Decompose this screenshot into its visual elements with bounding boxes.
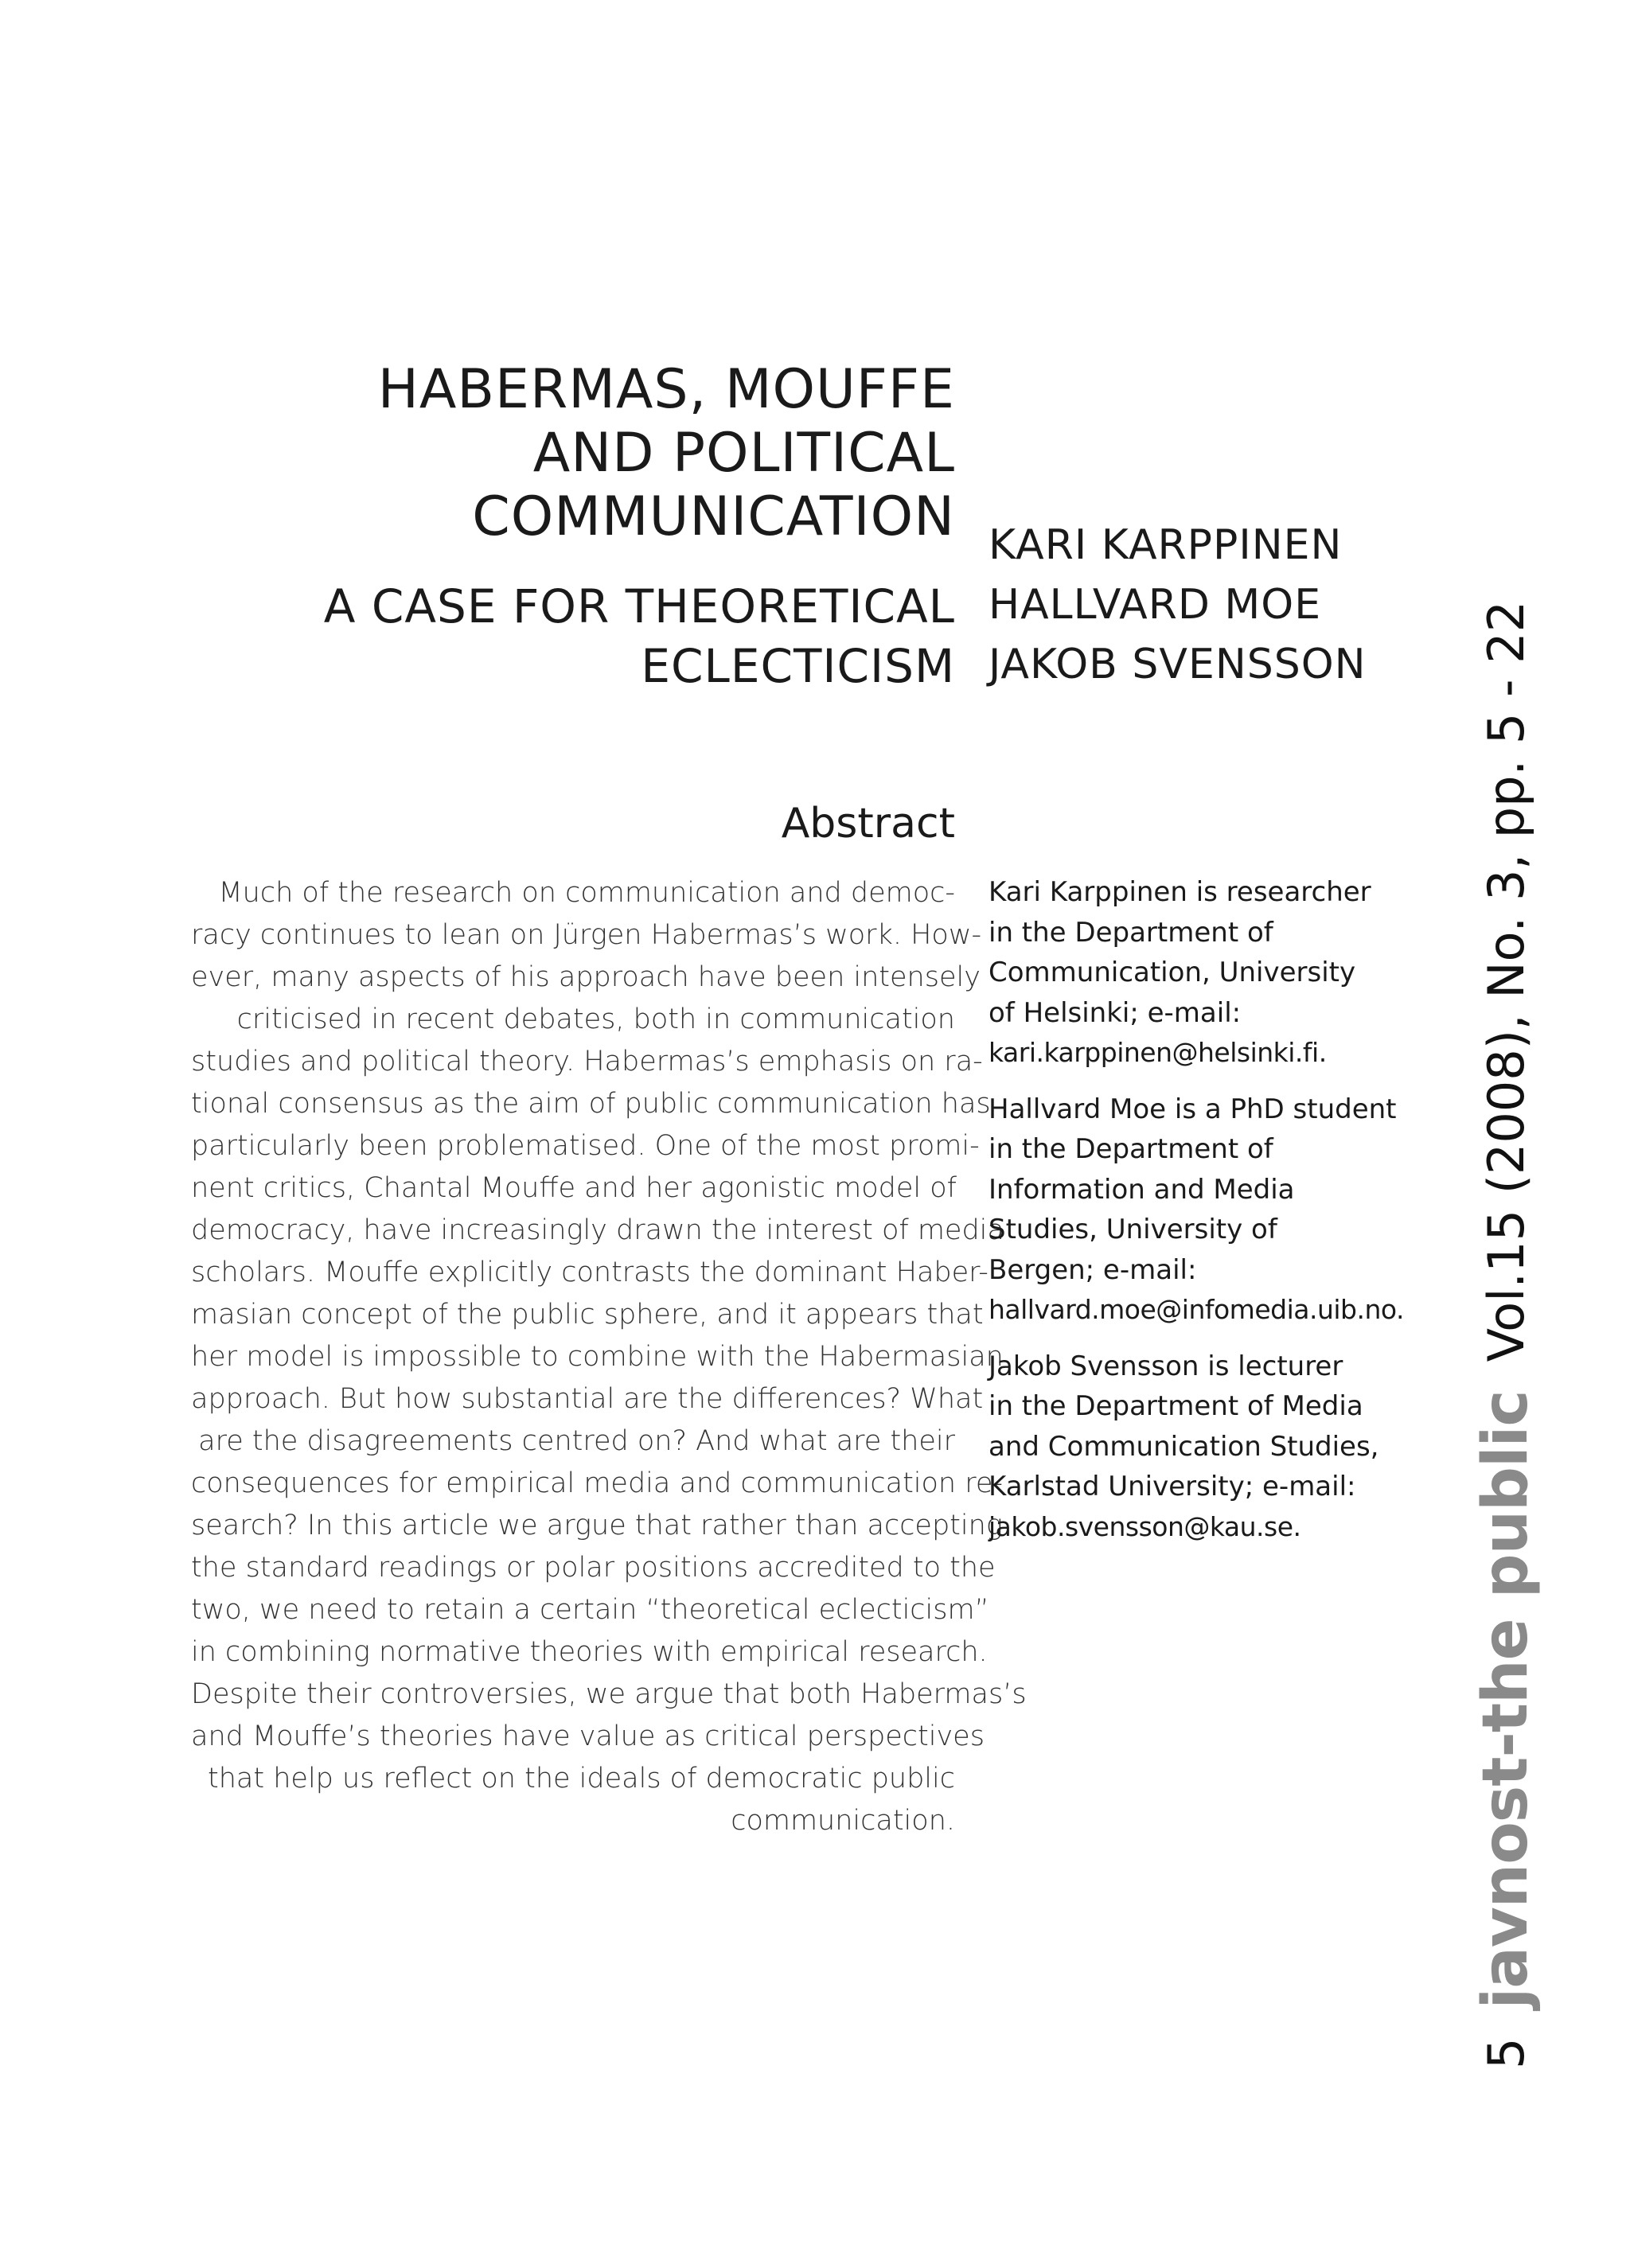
abstract-line: are the disagreements centred on? And what are their [198,1425,955,1457]
abstract-line: in combining normative theories with empirical research. [191,1636,988,1668]
journal-side-banner [1466,600,1546,2069]
abstract-line: consequences for empirical media and communication re- [191,1467,1004,1499]
author-name: JAKOB SVENSSON [989,641,1367,688]
abstract-line: Despite their controversies, we argue that both Habermas’s [191,1678,1027,1710]
abstract-line: racy continues to lean on Jürgen Habermas’s work. How- [191,919,982,951]
abstract-line: search? In this article we argue that rather than accepting [191,1510,1003,1541]
bio-line: Information and Media [989,1173,1295,1206]
author-bios [989,872,1450,1563]
bio-line: and Communication Studies, [989,1430,1379,1463]
subtitle-line: ECLECTICISM [641,639,955,693]
article-subtitle [239,577,955,696]
author-list [989,516,1367,695]
abstract-line: criticised in recent debates, both in communication [236,1003,955,1035]
author-email[interactable]: jakob.svensson@kau.se. [989,1510,1301,1542]
bio-line: of Helsinki; e-mail: [989,996,1242,1029]
abstract-heading: Abstract [781,800,955,848]
abstract-line: scholars. Mouffe explicitly contrasts the dominant Haber- [191,1257,989,1288]
abstract-line: tional consensus as the aim of public communication has [191,1088,991,1120]
author-name: KARI KARPPINEN [989,521,1343,569]
abstract-line: nent critics, Chantal Mouffe and her agonistic model of [191,1172,957,1204]
bio-line: Kari Karppinen is researcher [989,876,1371,908]
abstract-line: studies and political theory. Habermas’s emphasis on ra- [191,1046,983,1077]
abstract-line: and Mouffe’s theories have value as critical perspectives [191,1720,985,1752]
abstract-line: democracy, have increasingly drawn the interest of media [191,1214,1004,1246]
abstract-line: two, we need to retain a certain “theoretical eclecticism” [191,1594,989,1626]
abstract-line: masian concept of the public sphere, and it appears that [191,1299,984,1331]
bio-line: Karlstad University; e-mail: [989,1471,1356,1502]
abstract-line: that help us reflect on the ideals of democratic public [208,1763,955,1795]
bio-line: Studies, University of [989,1214,1277,1245]
journal-name: javnost-the public [1470,1390,1542,2009]
author-email[interactable]: kari.karppinen@helsinki.fi. [989,1037,1327,1068]
abstract-line: the standard readings or polar positions accredited to the [191,1552,996,1584]
abstract-line: approach. But how substantial are the differences? What [191,1383,984,1415]
title-line: AND POLITICAL [532,422,955,485]
title-line: COMMUNICATION [472,485,955,548]
article-title [239,358,955,549]
bio-line: Hallvard Moe is a PhD student [989,1093,1397,1125]
bio-line: Communication, University [989,957,1356,988]
abstract-body [191,872,1027,1842]
author-bio [989,872,1450,1074]
page-number: 5 [1476,2037,1535,2069]
abstract-line: Much of the research on communication and democ- [218,877,955,909]
abstract-line: ever, many aspects of his approach have been intensely [191,961,981,993]
author-email[interactable]: hallvard.moe@infomedia.uib.no. [989,1294,1404,1325]
abstract-line: her model is impossible to combine with the Habermasian [191,1341,1004,1373]
bio-line: in the Department of Media [989,1390,1363,1422]
subtitle-line: A CASE FOR THEORETICAL [323,579,955,633]
title-line: HABERMAS, MOUFFE [377,358,955,421]
author-name: HALLVARD MOE [989,581,1322,629]
author-bio [989,1346,1450,1548]
author-bio [989,1089,1450,1331]
journal-citation: Vol.15 (2008), No. 3, pp. 5 - 22 [1476,600,1535,1362]
bio-line: Jakob Svensson is lecturer [989,1350,1343,1382]
abstract-line: particularly been problematised. One of the most promi- [191,1130,980,1162]
bio-line: in the Department of [989,916,1273,949]
abstract-line: communication. [731,1805,955,1837]
bio-line: Bergen; e-mail: [989,1253,1197,1286]
bio-line: in the Department of [989,1133,1273,1165]
